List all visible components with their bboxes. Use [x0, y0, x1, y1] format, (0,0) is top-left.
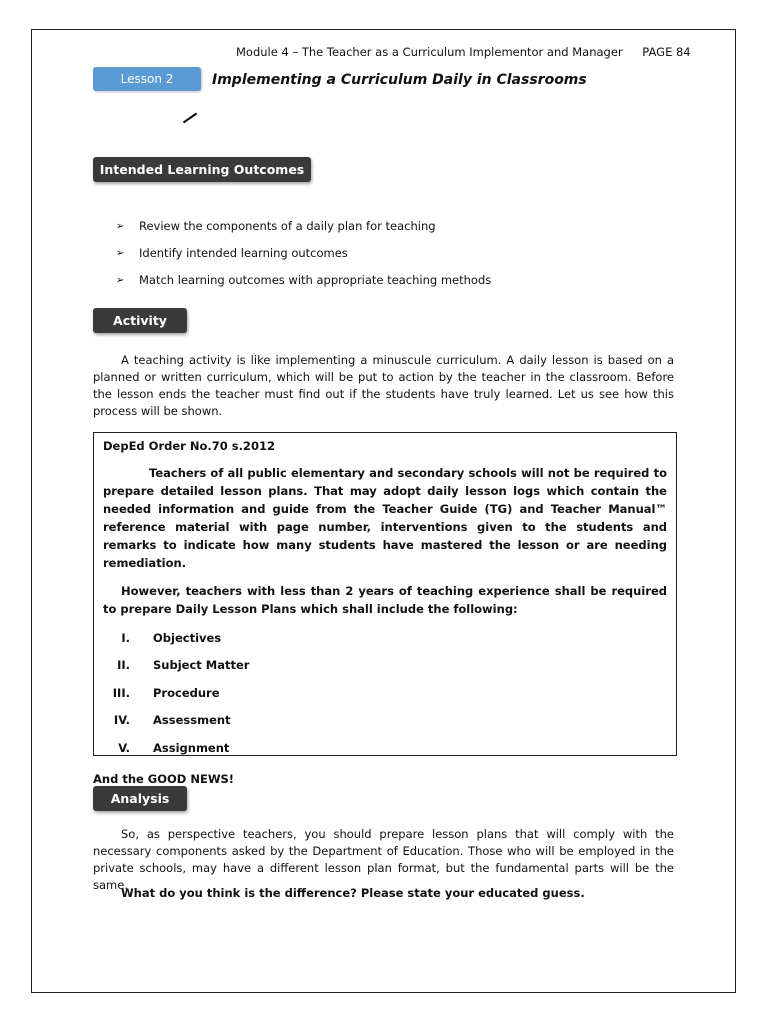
roman-numeral: III. [112, 685, 130, 700]
list-item [116, 219, 491, 246]
module-title: Module 4 – The Teacher as a Curriculum Implementor and Manager [236, 45, 623, 59]
roman-numeral: IV. [113, 713, 130, 728]
roman-numeral: V. [118, 740, 130, 755]
page-header [236, 45, 691, 59]
deped-order-box [93, 432, 677, 756]
list-item [116, 246, 491, 273]
lesson-label: Lesson 2 [93, 67, 201, 91]
activity-heading: Activity [93, 308, 187, 333]
list-item-label: Procedure [153, 685, 220, 700]
outcome-text: Identify intended learning outcomes [139, 246, 348, 260]
outcome-text: Review the components of a daily plan for teaching [139, 219, 436, 233]
arrow-bullet-icon: ➢ [116, 221, 125, 232]
outcome-text: Match learning outcomes with appropriate teaching methods [139, 273, 492, 287]
lesson-title: Implementing a Curriculum Daily in Classrooms [212, 72, 587, 88]
list-item [103, 734, 667, 762]
activity-paragraph: A teaching activity is like implementing a minuscule curriculum. A daily lesson is based on a planned or written curriculum, which will be put to action by the teacher in the classroom. Before the lesson ends the teacher must find out if the students have truly learned. Let us see how this process will be shown. [93, 353, 674, 418]
roman-numeral: II. [117, 658, 130, 673]
analysis-heading: Analysis [93, 786, 187, 811]
arrow-bullet-icon: ➢ [116, 275, 125, 286]
page-number: PAGE 84 [642, 45, 691, 59]
arrow-bullet-icon: ➢ [116, 248, 125, 259]
list-item [103, 679, 667, 707]
list-item [116, 273, 491, 300]
roman-numeral: I. [121, 630, 130, 645]
analysis-paragraph: So, as perspective teachers, you should prepare lesson plans that will comply with the necessary components asked by the Department of Education. Those who will be employed in the private schools, may have a different lesson plan format, but the fundamental parts will be the same. [93, 827, 674, 892]
list-item-label: Subject Matter [153, 658, 250, 673]
deped-paragraph-1: Teachers of all public elementary and secondary schools will not be required to prepare detailed lesson plans. That may adopt daily lesson logs which contain the needed information and guide from the Teacher Guide (TG) and Teacher Manual™ reference material with page number, interventions given to the students and remarks to indicate how many students have mastered the lesson or are needing remediation. [103, 466, 667, 570]
list-item-label: Assessment [153, 713, 231, 728]
list-item-label: Objectives [153, 630, 222, 645]
good-news-text: And the GOOD NEWS! [93, 772, 235, 786]
question-prompt: What do you think is the difference? Please state your educated guess. [121, 886, 585, 900]
list-item-label: Assignment [153, 740, 230, 755]
deped-paragraph-2: However, teachers with less than 2 years of teaching experience shall be required to prepare Daily Lesson Plans which shall include the following: [103, 584, 667, 616]
list-item [103, 624, 667, 652]
intended-outcomes-heading: Intended Learning Outcomes [93, 157, 311, 182]
lesson-plan-parts-list [103, 624, 667, 762]
list-item [103, 707, 667, 735]
list-item [103, 652, 667, 680]
deped-title: DepEd Order No.70 s.2012 [103, 439, 275, 453]
outcomes-list [116, 219, 491, 300]
